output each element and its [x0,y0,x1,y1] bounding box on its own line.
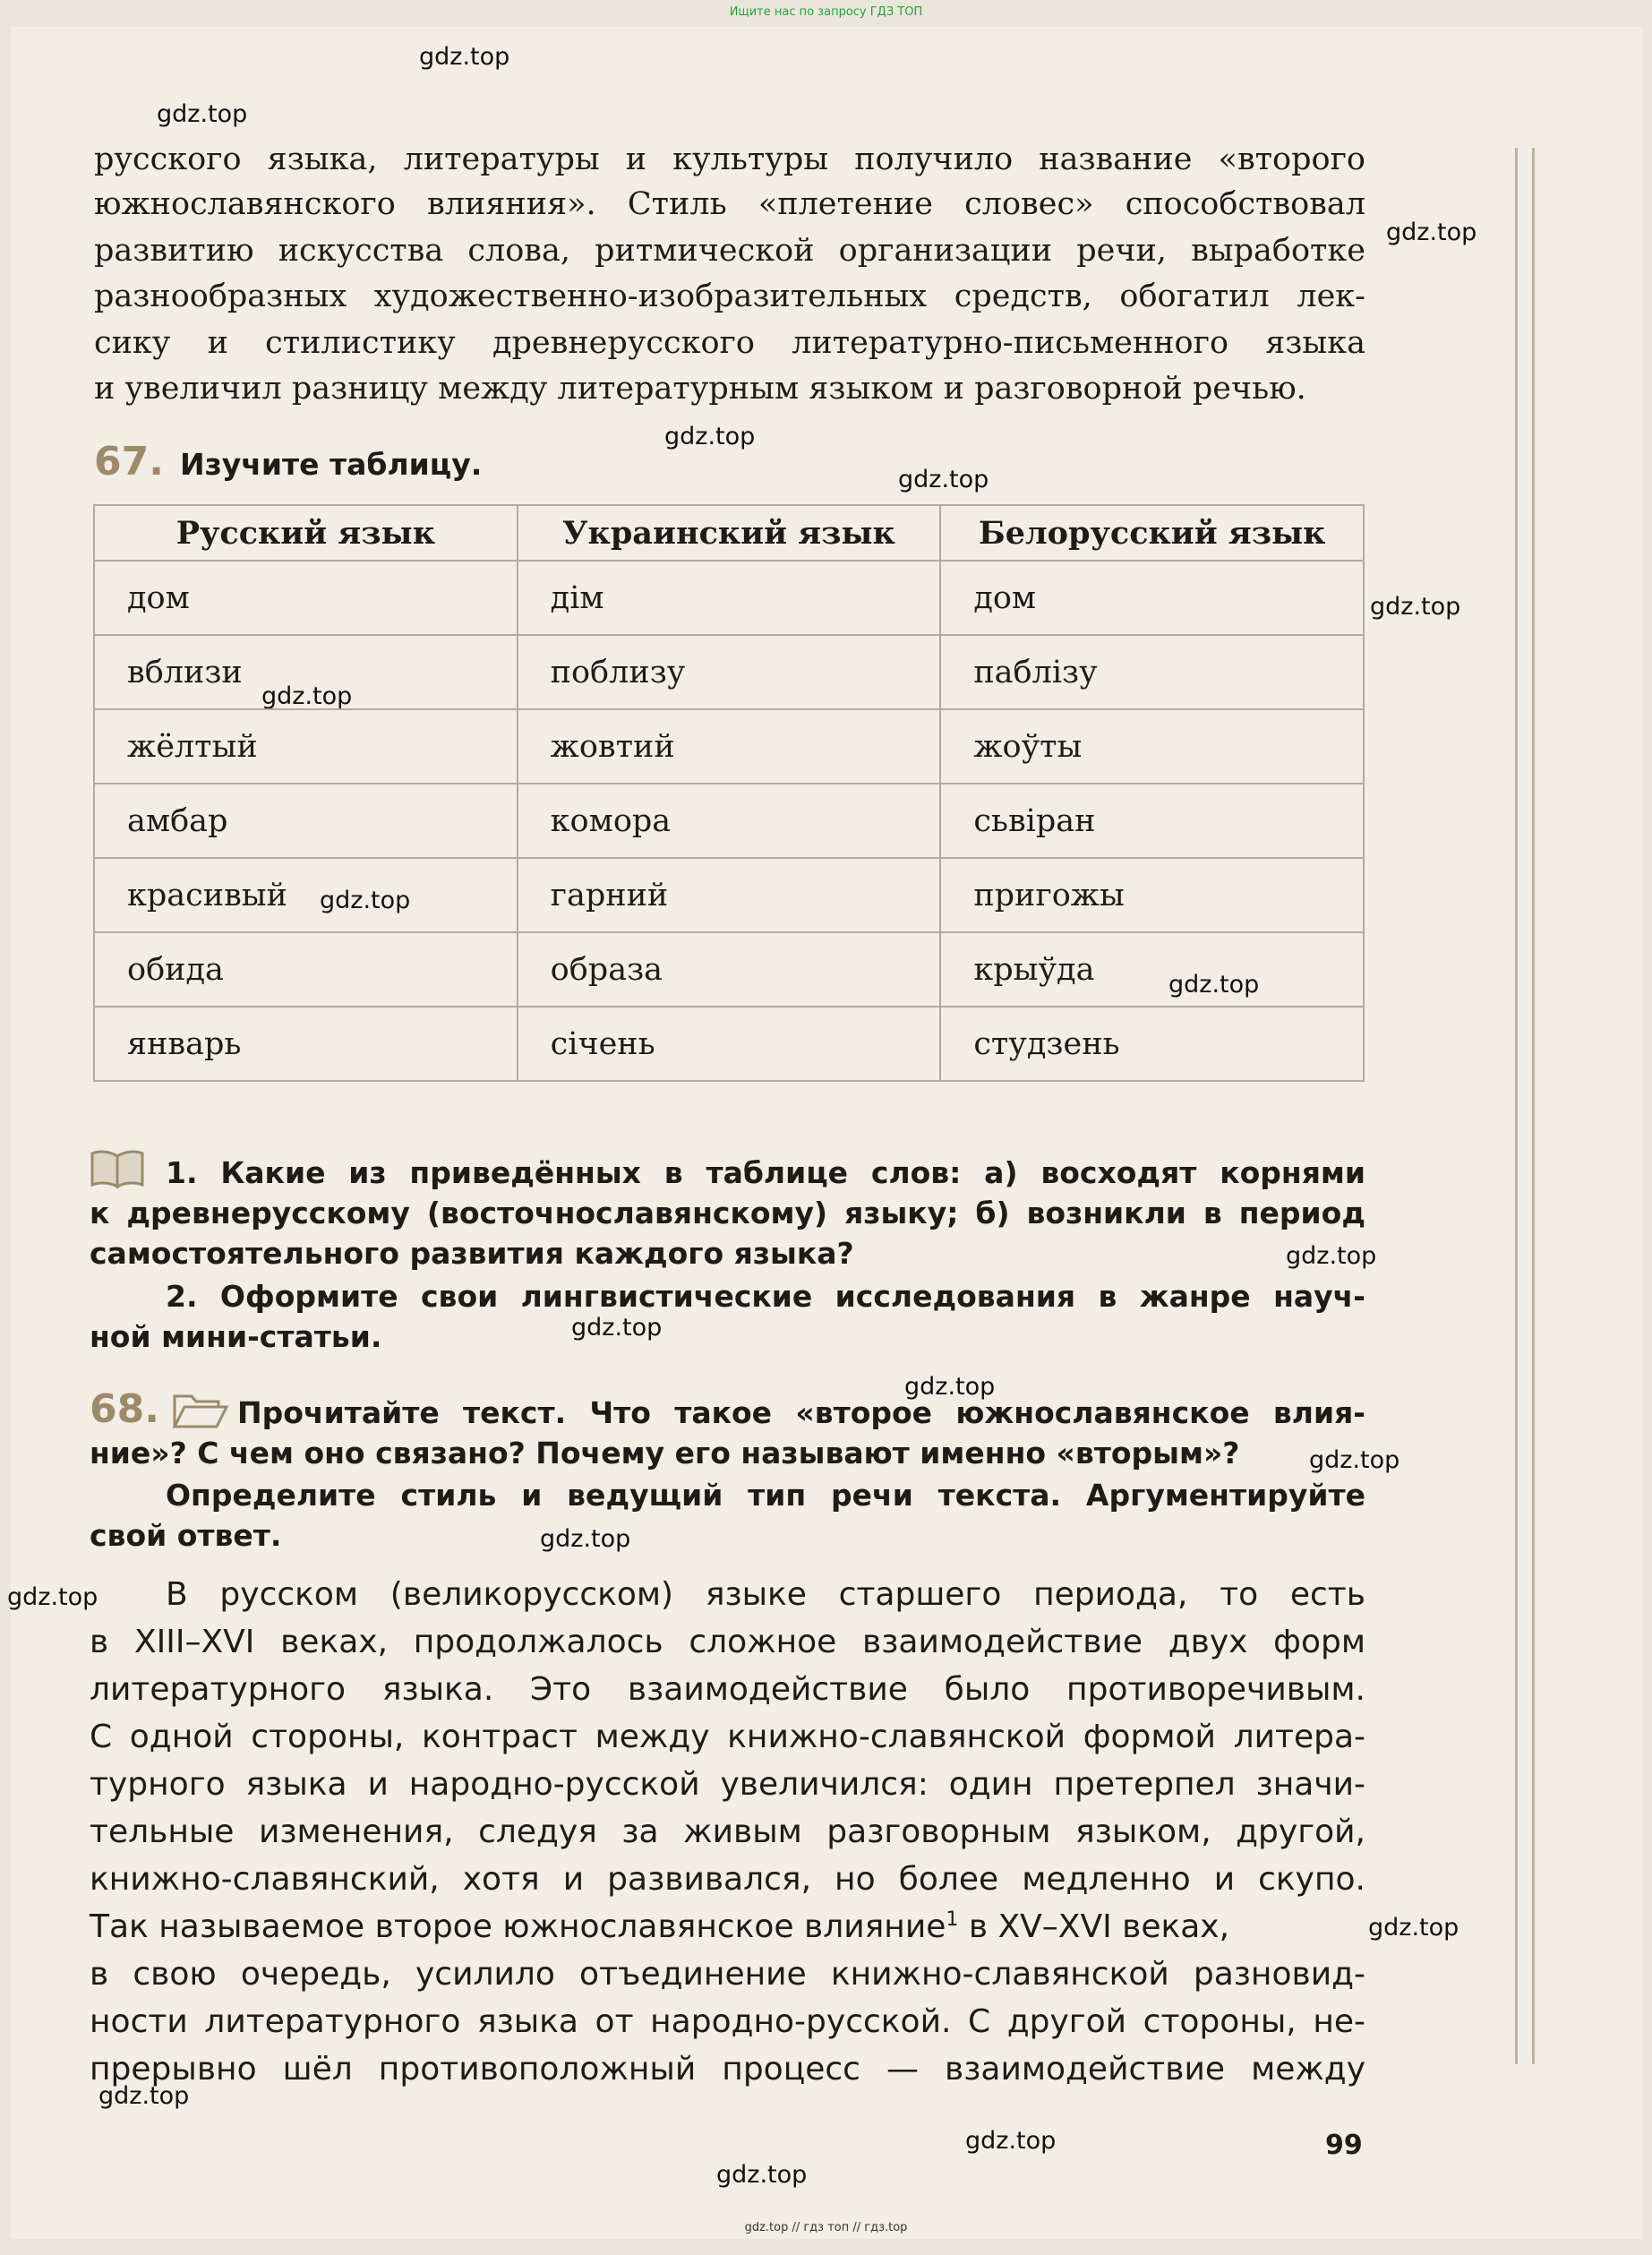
watermark: gdz.top [7,1583,98,1611]
exercise-68-prompt-line: ние»? С чем оно связано? Почему его называют именно «вторым»? [90,1436,1240,1470]
watermark: gdz.top [1370,593,1461,621]
table-cell: студзень [940,1007,1364,1081]
table-cell: крыўда [940,932,1364,1007]
table-cell: дім [518,561,941,635]
top-banner[interactable]: Ищите нас по запросу ГДЗ ТОП [729,5,923,19]
exercise-67-number: 67. [94,439,164,484]
text-line-part: в XV–XVI веках, [968,1908,1230,1945]
watermark: gdz.top [1368,1914,1459,1942]
watermark: gdz.top [898,466,989,493]
text-line: тельные изменения, следуя за живым разговорным языком, другой, [90,1813,1365,1850]
watermark: gdz.top [320,887,411,914]
bottom-banner[interactable]: gdz.top // гдз топ // гдз.top [744,2221,908,2234]
watermark: gdz.top [965,2127,1057,2155]
table-cell: обида [94,932,518,1007]
task-1-line: 1. Какие из приведённых в таблице слов: а) восходят корнями [166,1155,1365,1190]
page-number: 99 [1325,2130,1363,2161]
text-line: ности литературного языка от народно-русской. С другой стороны, не- [90,2003,1365,2040]
table-cell: паблізу [940,635,1364,709]
text-line [90,1908,1229,1945]
table-row [94,784,1364,858]
exercise-68-prompt-line: Прочитайте текст. Что такое «второе южнославянское влия- [237,1395,1365,1430]
watermark: gdz.top [1386,219,1477,246]
page-margin-rule [1515,148,1535,2064]
table-row [94,561,1364,635]
table-cell: красивый [94,858,518,932]
table-cell: гарний [518,858,941,932]
exercise-68-prompt-line: свой ответ. [90,1518,282,1553]
table-cell: сьвіран [940,784,1364,858]
intro-line: и увеличил разницу между литературным языком и разговорной речью. [94,371,1306,407]
table-cell: жоўты [940,709,1364,784]
language-comparison-table [93,504,1365,1082]
table-cell: жовтий [518,709,941,784]
watermark: gdz.top [716,2161,808,2189]
table-header-row [94,505,1364,561]
exercise-68-prompt-line: Определите стиль и ведущий тип речи текста. Аргументируйте [166,1478,1365,1513]
open-book-icon [90,1149,145,1188]
watermark: gdz.top [98,2082,190,2110]
watermark: gdz.top [540,1525,631,1553]
intro-line: южнославянского влияния». Стиль «плетение словес» способствовал [94,186,1365,222]
table-header: Украинский язык [518,505,941,561]
table-cell: январь [94,1007,518,1081]
task-1-line: самостоятельного развития каждого языка? [90,1236,854,1271]
watermark: gdz.top [1168,971,1260,999]
table-cell: пригожы [940,858,1364,932]
table-cell: комора [518,784,941,858]
table-header: Русский язык [94,505,518,561]
text-line: С одной стороны, контраст между книжно-славянской формой литера- [90,1719,1365,1755]
intro-line: русского языка, литературы и культуры получило название «второго [94,141,1365,177]
text-line: В русском (великорусском) языке старшего периода, то есть [166,1576,1365,1613]
watermark: gdz.top [1286,1242,1377,1270]
folder-icon [172,1391,229,1430]
table-cell: дом [940,561,1364,635]
text-line: прерывно шёл противоположный процесс — взаимодействие между [90,2051,1365,2088]
intro-line: разнообразных художественно-изобразительных средств, обогатил лек- [94,279,1365,314]
watermark: gdz.top [157,100,248,128]
table-cell: вблизи [94,635,518,709]
table-row [94,635,1364,709]
task-2-line: ной мини-статьи. [90,1319,382,1354]
text-line: турного языка и народно-русской увеличился: один претерпел значи- [90,1766,1365,1803]
intro-line: развитию искусства слова, ритмической организации речи, выработке [94,233,1365,269]
table-cell: січень [518,1007,941,1081]
text-line: литературного языка. Это взаимодействие было противоречивым. [90,1671,1365,1708]
watermark: gdz.top [261,682,353,710]
table-cell: образа [518,932,941,1007]
intro-line: сику и стилистику древнерусского литературно-письменного языка [94,325,1365,361]
table-row [94,858,1364,932]
text-line-part: Так называемое второе южнославянское влияние [90,1908,946,1945]
table-cell: поблизу [518,635,941,709]
table-cell: дом [94,561,518,635]
exercise-67-title: Изучите таблицу. [179,447,483,482]
task-2-line: 2. Оформите свои лингвистические исследования в жанре науч- [166,1279,1365,1314]
text-line: в XIII–XVI веках, продолжалось сложное взаимодействие двух форм [90,1624,1365,1660]
exercise-68-number: 68. [90,1386,159,1432]
table-row [94,709,1364,784]
exercise-67-heading [94,439,482,484]
text-line: книжно-славянский, хотя и развивался, но более медленно и скупо. [90,1861,1365,1898]
watermark: gdz.top [571,1314,663,1342]
table-header: Белорусский язык [940,505,1364,561]
table-row [94,932,1364,1007]
watermark: gdz.top [664,423,756,450]
table-cell: амбар [94,784,518,858]
watermark: gdz.top [1309,1446,1400,1474]
table-cell: жёлтый [94,709,518,784]
footnote-mark[interactable]: 1 [946,1908,959,1931]
task-1-line: к древнерусскому (восточнославянскому) языку; б) возникли в период [90,1196,1365,1230]
watermark: gdz.top [904,1373,996,1401]
watermark: gdz.top [419,43,510,71]
table-row [94,1007,1364,1081]
text-line: в свою очередь, усилило отъединение книжно-славянской разновид- [90,1956,1365,1993]
